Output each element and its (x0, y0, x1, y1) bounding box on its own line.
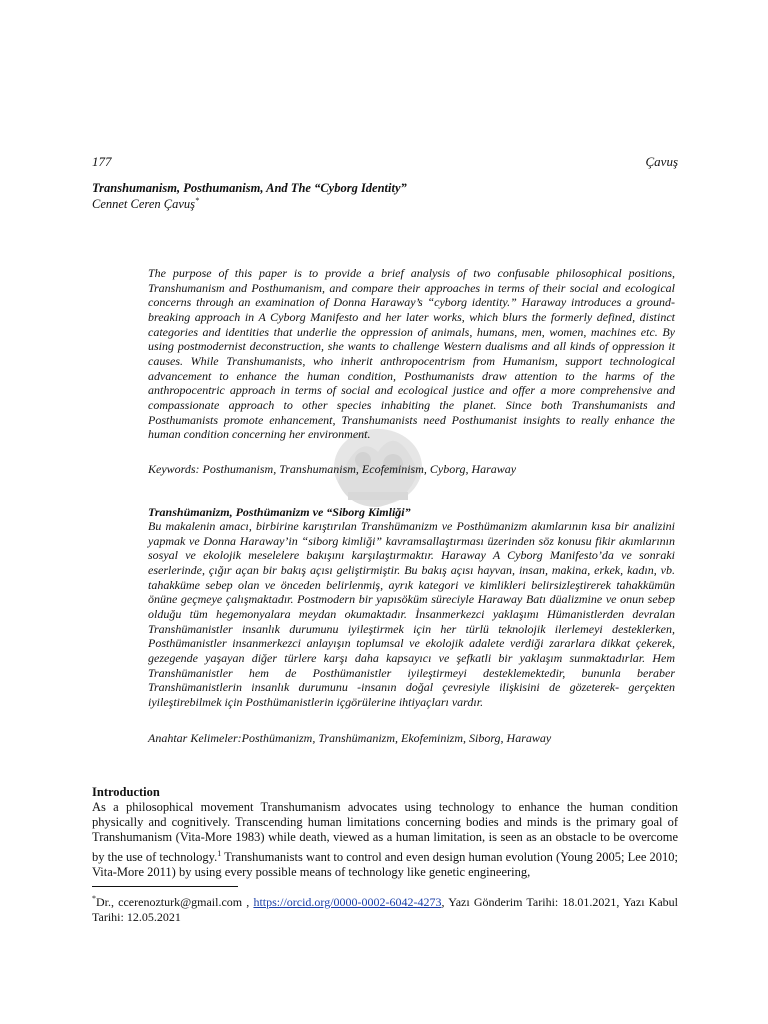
footnote-dates: , Yazı Gönderim Tarihi: 18.01.2021, Yazı Kabul Tarihi: 12.05.2021 (92, 895, 679, 924)
intro-text-part-2: Transhumanists want to control and even design human evolution (Young 2005; Lee 2010; Vita-More 2011) by using every possible means of technology like genetic engineering, (92, 849, 678, 879)
footnote-divider (92, 886, 238, 887)
author-footnote (92, 892, 678, 924)
keywords-turkish: Anahtar Kelimeler:Posthümanizm, Transhümanizm, Ekofeminizm, Siborg, Haraway (148, 731, 552, 745)
abstract-turkish: Bu makalenin amacı, birbirine karıştırılan Transhümanizm ve Posthümanizm akımlarının kısa bir analizini yapmak ve Donna Haraway’in “siborg kimliği” kavramsallaştırması üzerinden söz konusu fikir akımlarının sosyal ve ekolojik meselelere bakışını karşılaştırmaktır. Haraway A Cyborg Manifesto’da ve sonraki eserlerinde, çığır açan bir bakış açısı geliştirmiştir. Bu bakış açısı hayvan, insan, makina, erkek, kadın, vb. tahakküme sebep olan ve önceden belirlenmiş, ayrık kategori ve kimlikleri belirsizleştirerek tahakkümün önüne geçmeye çalışmaktadır. Postmodern bir yapısöküm süreciyle Haraway Batı düalizmine ve onun sebep olduğu tüm hegemonyalara meydan okumaktadır. İnsanmerkezci yaklaşımı Hümanistlerden devralan Transhümanistler insanlık durumunu iyileştirmek için her türlü teknolojik ilerlemeyi desteklerken, Posthümanistler insanmerkezci anlayışın toplumsal ve ekolojik adalete verdiği zararlara dikkat çekerek, gezegende yaşayan diğer türlere karşı daha kapsayıcı ve şefkatli bir yaklaşım sunmaktadırlar. Hem Transhümanistler hem de Posthümanistler iyileştirmeyi desteklemektedir, bununla beraber Transhümanistlerin insanlık durumunu -insanın doğal çevresiyle ilişkisini de gözeterek- gerçekten iyileştirebilmek için Posthümanistlerin içgörülerine ihtiyaçları vardır. (148, 519, 675, 709)
running-author: Çavuş (645, 154, 678, 169)
abstract-english: The purpose of this paper is to provide a brief analysis of two confusable philosophical positions, Transhumanism and Posthumanism, and compare their approaches in terms of their social and ecological concerns through an examination of Donna Haraway’s “cyborg identity.” Haraway introduces a ground-breaking approach in A Cyborg Manifesto and her later works, which blurs the formerly defined, distinct categories and identities that underlie the oppression of animals, humans, men, women, machines etc. By using postmodernist deconstruction, she wants to challenge Western dualisms and all kinds of oppression it causes. While Transhumanists, who inherit anthropocentrism from Humanism, support technological advancement to enhance the human condition, Posthumanists draw attention to the harms of the anthropocentric approach in terms of social and ecological justice and offer a more comprehensive and compassionate approach to other species inhabiting the planet. Since both Transhumanists and Posthumanists promote enhancement, Transhumanists need Posthumanist insights to really enhance the human condition concerning her environment. (148, 266, 675, 442)
orcid-link[interactable]: https://orcid.org/0000-0002-6042-4273 (253, 895, 442, 909)
paper-author (92, 196, 678, 212)
footnote-reference[interactable]: 1 (217, 848, 222, 858)
page-number: 177 (92, 154, 112, 169)
running-head (92, 154, 678, 170)
turkish-title: Transhümanizm, Posthümanizm ve “Siborg Kimliği” (148, 505, 411, 519)
author-name: Cennet Ceren Çavuş (92, 197, 195, 212)
footnote-prefix: Dr., ccerenozturk@gmail.com , (96, 895, 254, 909)
paper-title: Transhumanism, Posthumanism, And The “Cyborg Identity” (92, 181, 407, 195)
keywords-english: Keywords: Posthumanism, Transhumanism, Ecofeminism, Cyborg, Haraway (148, 462, 517, 476)
introduction-heading: Introduction (92, 785, 160, 799)
introduction-paragraph (92, 800, 678, 880)
intro-text-part-1: As a philosophical movement Transhumanism advocates using technology to enhance the human condition physically and cognitively. Transcending human limitations concerning bodies and minds is the primary goal of Transhumanism (Vita-More 1983) while death, viewed as a human limitation, is seen as an obstacle to be overcome by the use of technology. (92, 800, 678, 864)
footnote-mark: * (92, 894, 96, 903)
author-footnote-mark: * (195, 196, 199, 205)
